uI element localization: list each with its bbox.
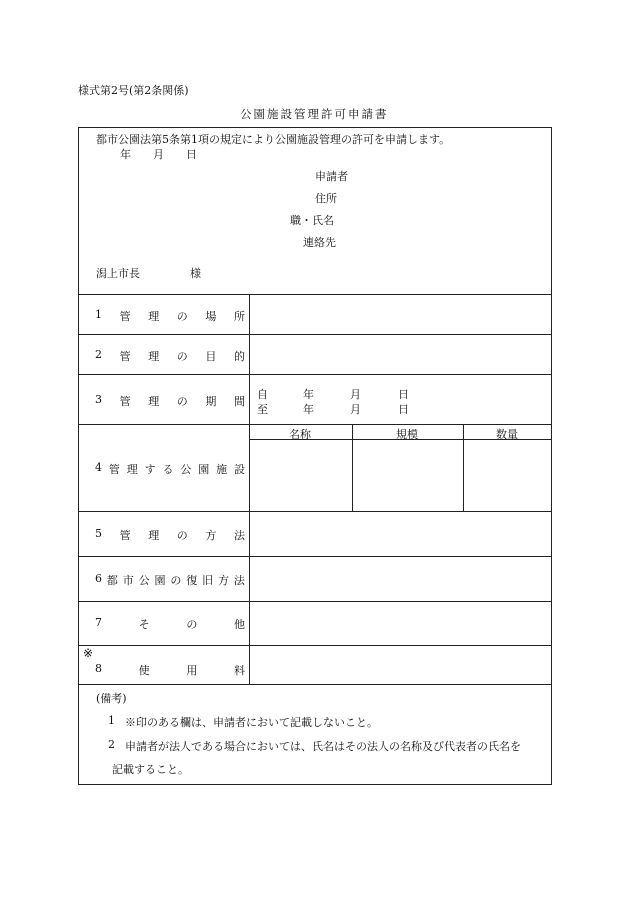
row-number: 6 [95, 572, 102, 585]
row-number: 8 [95, 662, 102, 675]
notes-heading: (備考) [96, 692, 127, 705]
period-day: 日 [398, 388, 409, 401]
note-number: 1 [108, 714, 115, 727]
divider [78, 294, 552, 295]
address-label: 住所 [315, 192, 337, 205]
applicant-label: 申請者 [315, 170, 348, 183]
row-label-period: 3 管 理 の 期 間 [95, 393, 245, 408]
divider [78, 374, 552, 375]
row-number: 2 [95, 348, 102, 361]
col-header-name: 名称 [289, 428, 311, 441]
divider [78, 601, 552, 602]
column-divider [352, 424, 353, 511]
addressee: 潟上市長 [96, 267, 140, 280]
note-continuation: 記載すること。 [112, 763, 189, 776]
period-year: 年 [303, 388, 314, 401]
honorific: 様 [190, 267, 201, 280]
form-number: 様式第2号(第2条関係) [78, 84, 189, 97]
row-number: 7 [95, 616, 102, 629]
note-text: ※印のある欄は、申請者において記載しないこと。 [125, 716, 378, 729]
position-name-label: 職・氏名 [290, 214, 334, 227]
row-label-purpose: 2 管 理 の 目 的 [95, 348, 245, 363]
period-day: 日 [398, 403, 409, 416]
period-month: 月 [350, 403, 361, 416]
row-number: 5 [95, 527, 102, 540]
intro-text: 都市公園法第5条第1項の規定により公園施設管理の許可を申請します。 [96, 133, 451, 146]
note-text: 申請者が法人である場合においては、氏名はその法人の名称及び代表者の氏名を [125, 740, 521, 753]
row-label-restoration: 6 都 市 公 園 の 復 旧 方 法 [95, 572, 245, 587]
fee-mark: ※ [83, 646, 94, 660]
column-divider [249, 294, 250, 684]
row-label-other: 7 そ の 他 [95, 616, 245, 631]
row-label-method: 5 管 理 の 方 法 [95, 527, 245, 542]
row-number: 1 [95, 308, 102, 321]
contact-label: 連絡先 [303, 236, 336, 249]
period-to: 至 [257, 403, 268, 416]
column-divider [463, 424, 464, 511]
period-from: 自 [257, 388, 268, 401]
divider [78, 645, 552, 646]
row-label-location: 1 管 理 の 場 所 [95, 308, 245, 323]
row-label-fee: 8 使 用 料 [95, 662, 245, 677]
date-line: 年 月 日 [120, 148, 197, 161]
divider [78, 334, 552, 335]
document-title: 公園施設管理許可申請書 [240, 107, 389, 121]
period-month: 月 [350, 388, 361, 401]
divider [78, 684, 552, 685]
divider [78, 511, 552, 512]
note-number: 2 [108, 738, 115, 751]
divider [78, 556, 552, 557]
row-number: 3 [95, 393, 102, 406]
col-header-scale: 規模 [396, 428, 418, 441]
divider [78, 424, 552, 425]
row-number: 4 [95, 461, 102, 474]
col-header-quantity: 数量 [496, 428, 518, 441]
row-label-facility: 4 管 理 す る 公 園 施 設 [95, 461, 245, 476]
period-year: 年 [303, 403, 314, 416]
